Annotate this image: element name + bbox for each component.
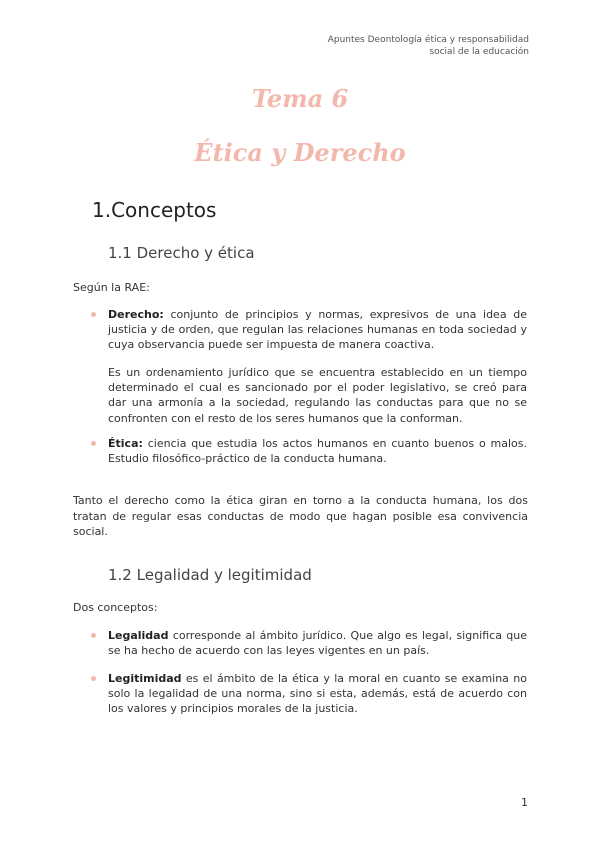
summary-paragraph: Tanto el derecho como la ética giran en torno a la conducta humana, los dos tratan de regular esas conductas de modo que hagan posible esa convivencia social. <box>73 494 528 538</box>
definition-legitimidad: es el ámbito de la ética y la moral en cuanto se examina no solo la legalidad de una norma, sino si esta, además, está de acuerdo con los valores y principios morales de la justicia. <box>108 672 527 716</box>
topic-title: Tema 6 <box>251 84 349 113</box>
bullet-icon <box>91 441 96 446</box>
definition-etica: ciencia que estudia los actos humanos en cuanto buenos o malos. Estudio filosófico-práctico de la conducta humana. <box>108 437 527 466</box>
intro-dos-conceptos: Dos conceptos: <box>73 601 158 614</box>
topic-subject-title: Ética y Derecho <box>194 138 406 167</box>
section-heading-conceptos: 1.Conceptos <box>92 198 217 222</box>
term-etica: Ética: <box>108 437 143 450</box>
header-line-1: Apuntes Deontología ética y responsabilidad <box>327 35 529 45</box>
term-derecho: Derecho: <box>108 308 164 321</box>
bullet-icon <box>91 676 96 681</box>
list-item-legitimidad <box>108 671 527 717</box>
subsection-heading-derecho-etica: 1.1 Derecho y ética <box>108 244 255 262</box>
header-line-2: social de la educación <box>429 47 529 57</box>
list-item-derecho <box>108 307 527 353</box>
term-legalidad: Legalidad <box>108 629 169 642</box>
definition-legalidad: corresponde al ámbito jurídico. Que algo es legal, significa que se ha hecho de acuerdo con las leyes vigentes en un país. <box>108 629 527 658</box>
list-item-legalidad <box>108 628 527 658</box>
bullet-icon <box>91 312 96 317</box>
document-header-note <box>289 34 529 58</box>
derecho-extra-paragraph: Es un ordenamiento jurídico que se encuentra establecido en un tiempo determinado el cual es sancionado por el poder legislativo, se creó para dar una armonía a la sociedad, regulando las conductas para que no se confronten con el resto de los seres humanos que la conforman. <box>108 366 527 425</box>
page-number: 1 <box>521 796 528 809</box>
subsection-heading-legalidad-legitimidad: 1.2 Legalidad y legitimidad <box>108 566 312 584</box>
intro-rae: Según la RAE: <box>73 281 150 294</box>
definition-derecho: conjunto de principios y normas, expresivos de una idea de justicia y de orden, que regulan las relaciones humanas en toda sociedad y cuya observancia puede ser impuesta de manera coactiva. <box>108 308 527 352</box>
list-item-etica <box>108 436 527 466</box>
bullet-icon <box>91 633 96 638</box>
term-legitimidad: Legitimidad <box>108 672 182 685</box>
